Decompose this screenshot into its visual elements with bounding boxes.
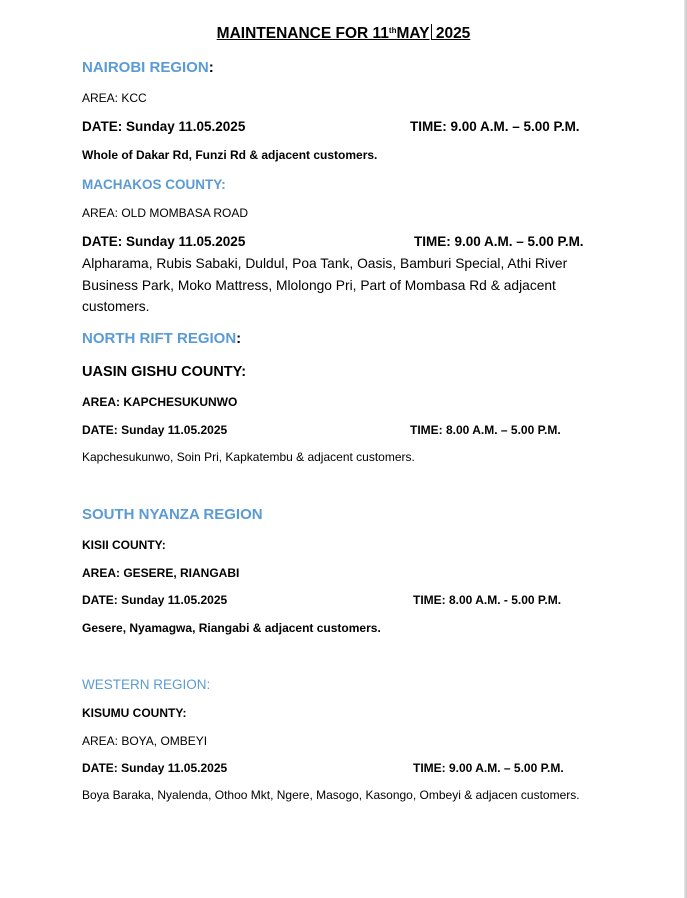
south-nyanza-date: DATE: Sunday 11.05.2025 <box>82 593 228 607</box>
western-area: AREA: BOYA, OMBEYI <box>82 734 208 748</box>
machakos-county-heading: MACHAKOS COUNTY: <box>82 177 226 192</box>
north-rift-date: DATE: Sunday 11.05.2025 <box>82 423 228 437</box>
nairobi-time: TIME: 9.00 A.M. – 5.00 P.M. <box>410 119 580 134</box>
nairobi-region-heading: NAIROBI REGION: <box>82 59 214 76</box>
north-rift-region-heading: NORTH RIFT REGION: <box>82 330 242 347</box>
title-month: MAY <box>396 25 430 42</box>
kisii-county-heading: KISII COUNTY: <box>82 538 166 552</box>
western-region-heading: WESTERN REGION: <box>82 677 211 692</box>
south-nyanza-area: AREA: GESERE, RIANGABI <box>82 566 240 580</box>
uasin-gishu-county-heading: UASIN GISHU COUNTY: <box>82 364 247 380</box>
title-superscript: th <box>388 26 397 35</box>
machakos-area: AREA: OLD MOMBASA ROAD <box>82 206 249 220</box>
north-rift-areas-affected: Kapchesukunwo, Soin Pri, Kapkatembu & adjacent customers. <box>82 450 415 464</box>
north-rift-time: TIME: 8.00 A.M. – 5.00 P.M. <box>410 423 561 437</box>
machakos-time: TIME: 9.00 A.M. – 5.00 P.M. <box>414 234 584 249</box>
title-year: 2025 <box>431 25 471 42</box>
south-nyanza-areas-affected: Gesere, Nyamagwa, Riangabi & adjacent customers. <box>82 621 381 635</box>
page-title <box>0 24 687 43</box>
nairobi-area: AREA: KCC <box>82 91 147 105</box>
kisumu-county-heading: KISUMU COUNTY: <box>82 706 187 720</box>
nairobi-areas-affected: Whole of Dakar Rd, Funzi Rd & adjacent customers. <box>82 148 378 162</box>
title-prefix: MAINTENANCE FOR 11 <box>216 25 389 42</box>
western-areas-affected: Boya Baraka, Nyalenda, Othoo Mkt, Ngere, Masogo, Kasongo, Ombeyi & adjacen customers. <box>82 788 580 802</box>
western-time: TIME: 9.00 A.M. – 5.00 P.M. <box>413 761 564 775</box>
south-nyanza-region-heading: SOUTH NYANZA REGION <box>82 506 263 523</box>
machakos-areas-affected: Alpharama, Rubis Sabaki, Duldul, Poa Tank, Oasis, Bamburi Special, Athi River Business Park, Moko Mattress, Mlolongo Pri, Part of Mombasa Rd & adjacent customers. <box>82 256 568 314</box>
north-rift-area: AREA: KAPCHESUKUNWO <box>82 395 238 409</box>
nairobi-date: DATE: Sunday 11.05.2025 <box>82 119 246 134</box>
machakos-date: DATE: Sunday 11.05.2025 <box>82 234 246 249</box>
south-nyanza-time: TIME: 8.00 A.M. - 5.00 P.M. <box>413 593 562 607</box>
western-date: DATE: Sunday 11.05.2025 <box>82 761 228 775</box>
